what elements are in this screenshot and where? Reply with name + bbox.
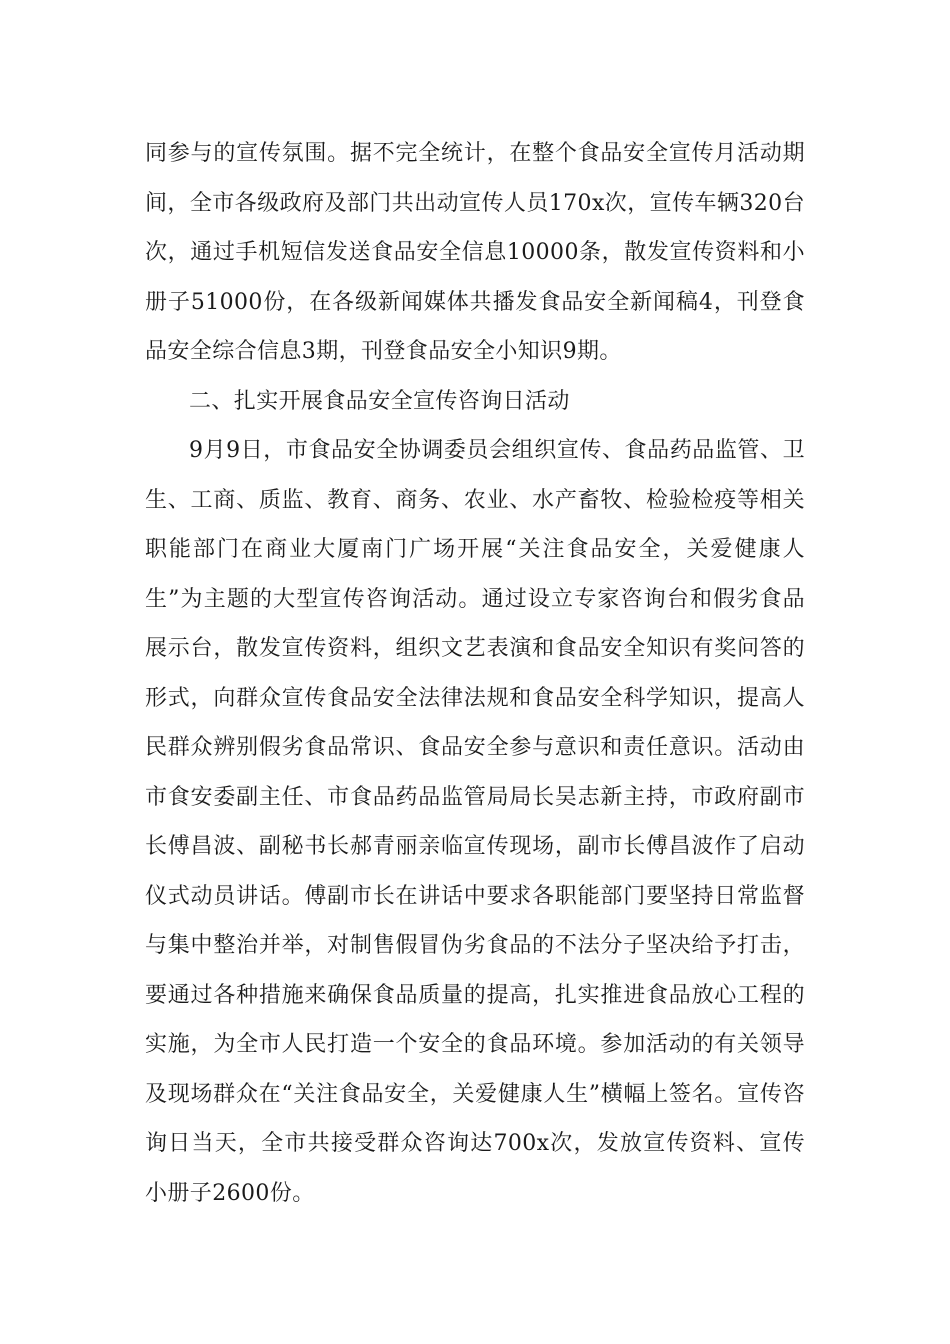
section-heading: 二、扎实开展食品安全宣传咨询日活动 (189, 388, 570, 414)
paragraph-consultation-day: 9月9日，市食品安全协调委员会组织宣传、食品药品监管、卫生、工商、质监、教育、商务、农业、水产畜牧、检验检疫等相关职能部门在商业大厦南门广场开展“关注食品安全，关爱健康人生”为主题的大型宣传咨询活动。通过设立专家咨询台和假劣食品展示台，散发宣传资料，组织文艺表演和食品安全知识有奖问答的形式，向群众宣传食品安全法律法规和食品安全科学知识，提高人民群众辨别假劣食品常识、食品安全参与意识和责任意识。活动由市食安委副主任、市食品药品监管局局长吴志新主持，市政府副市长傅昌波、副秘书长郝青丽亲临宣传现场，副市长傅昌波作了启动仪式动员讲话。傅副市长在讲话中要求各职能部门要坚持日常监督与集中整治并举，对制售假冒伪劣食品的不法分子坚决给予打击，要通过各种措施来确保食品质量的提高，扎实推进食品放心工程的实施，为全市人民打造一个安全的食品环境。参加活动的有关领导及现场群众在“关注食品安全，关爱健康人生”横幅上签名。宣传咨询日当天，全市共接受群众咨询达700x次，发放宣传资料、宣传小册子2600份。 (145, 438, 805, 1206)
paragraph-statistics: 同参与的宣传氛围。据不完全统计，在整个食品安全宣传月活动期间，全市各级政府及部门共出动宣传人员170x次，宣传车辆320台次，通过手机短信发送食品安全信息10000条，散发宣传资料和小册子51000份，在各级新闻媒体共播发食品安全新闻稿4，刊登食品安全综合信息3期，刊登食品安全小知识9期。 (145, 141, 805, 364)
document-body (145, 129, 805, 1218)
